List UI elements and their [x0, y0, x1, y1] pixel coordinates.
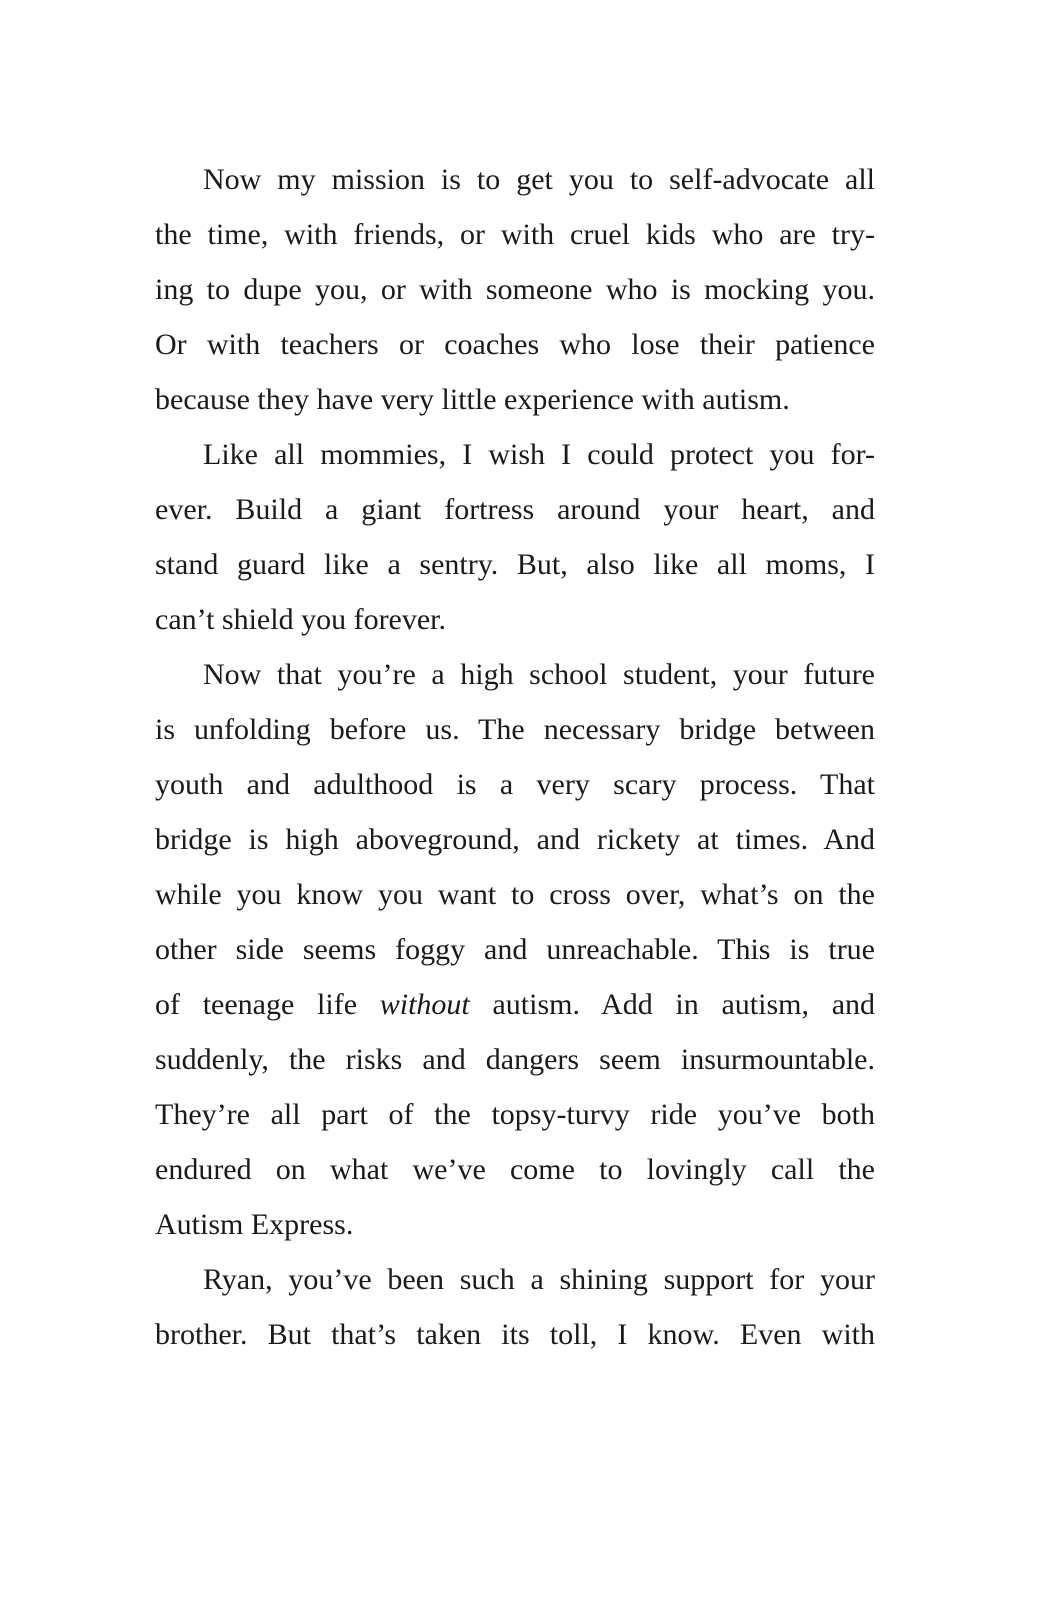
text-line: suddenly, the risks and dangers seem insurmountable.: [155, 1043, 875, 1076]
text-line: because they have very little experience with autism.: [155, 383, 790, 416]
paragraph-1: [155, 152, 875, 427]
body-text: [155, 152, 875, 1362]
text-line: Like all mommies, I wish I could protect you for-: [203, 438, 875, 471]
text-line: other side seems foggy and unreachable. This is true: [155, 933, 875, 966]
text-line: endured on what we’ve come to lovingly call the: [155, 1153, 875, 1186]
text-line: youth and adulthood is a very scary process. That: [155, 768, 875, 801]
text-line: stand guard like a sentry. But, also like all moms, I: [155, 548, 875, 581]
text-line: Now my mission is to get you to self-advocate all: [203, 163, 875, 196]
text-line: can’t shield you forever.: [155, 603, 447, 636]
paragraph-3: [155, 647, 875, 1252]
paragraph-2: [155, 427, 875, 647]
text-line: bridge is high aboveground, and rickety at times. And: [155, 823, 875, 856]
text-segment: autism. Add in autism, and: [469, 988, 876, 1021]
text-line: ever. Build a giant fortress around your heart, and: [155, 493, 875, 526]
text-line: Ryan, you’ve been such a shining support for your: [203, 1263, 875, 1296]
text-line: Now that you’re a high school student, your future: [203, 658, 875, 691]
text-line: Autism Express.: [155, 1208, 354, 1241]
text-line: They’re all part of the topsy-turvy ride you’ve both: [155, 1098, 875, 1131]
text-line-with-italic: [155, 977, 875, 1032]
text-line: the time, with friends, or with cruel kids who are try-: [155, 218, 875, 251]
text-segment: of teenage life: [155, 988, 380, 1021]
text-line: ing to dupe you, or with someone who is mocking you.: [155, 273, 875, 306]
text-line: brother. But that’s taken its toll, I know. Even with: [155, 1318, 875, 1351]
italic-word: without: [379, 988, 470, 1021]
text-line: Or with teachers or coaches who lose their patience: [155, 328, 875, 361]
text-line: is unfolding before us. The necessary bridge between: [155, 713, 875, 746]
text-line: while you know you want to cross over, what’s on the: [155, 878, 875, 911]
paragraph-4: [155, 1252, 875, 1362]
